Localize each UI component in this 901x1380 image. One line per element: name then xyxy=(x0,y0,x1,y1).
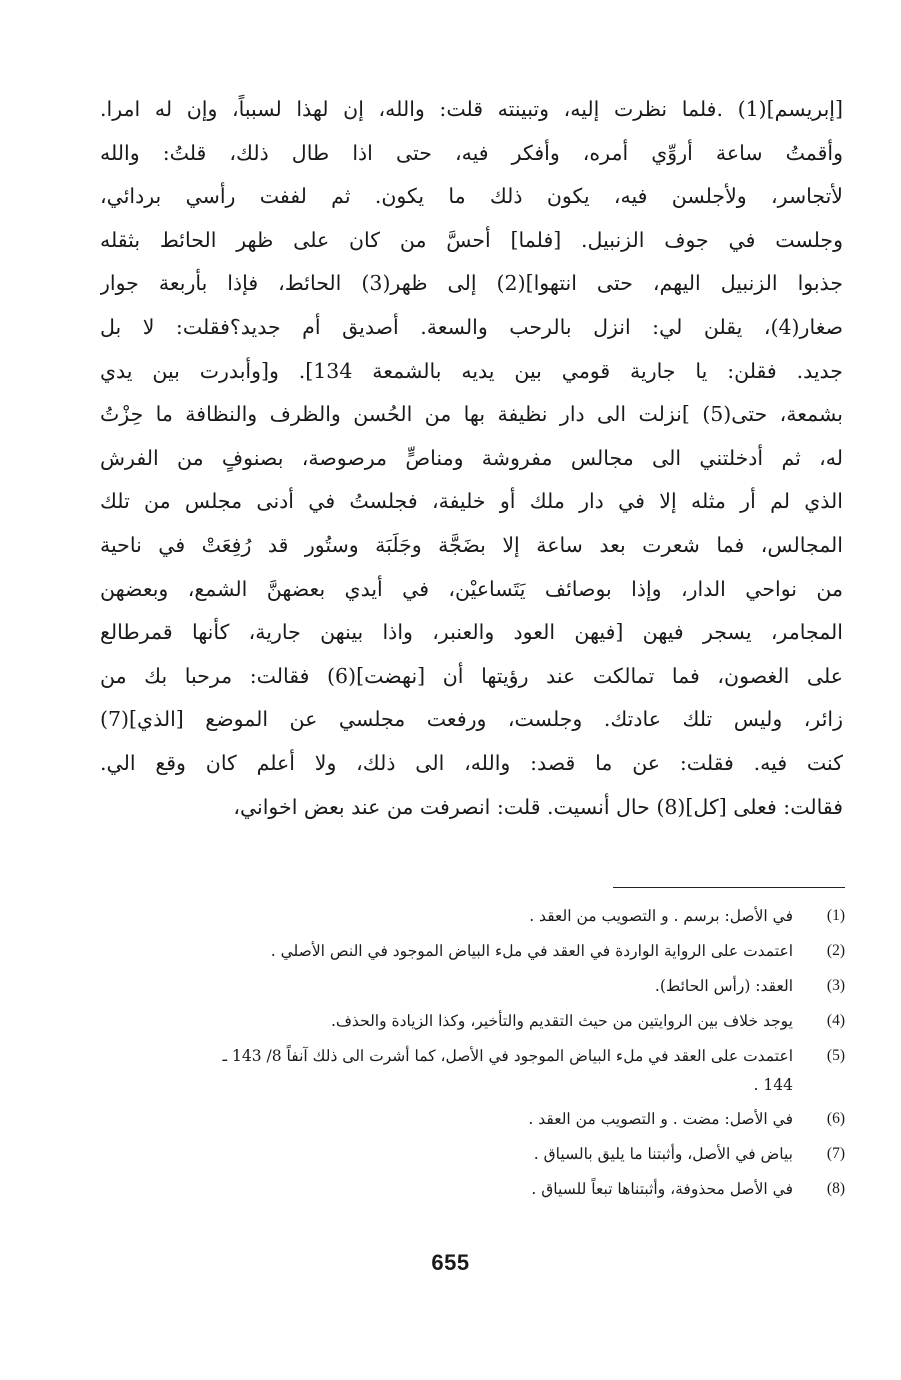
footnote-text: يوجد خلاف بين الروايتين من حيث التقديم والتأخير، وكذا الزيادة والحذف. xyxy=(330,1012,793,1030)
footnote-text: بياض في الأصل، وأثبتنا ما يليق بالسياق . xyxy=(533,1145,793,1163)
footnotes xyxy=(60,901,845,1209)
footnote xyxy=(60,936,845,966)
footnote-text-block xyxy=(60,1041,793,1099)
footnote xyxy=(60,971,845,1001)
text-line: كنت فيه. فقلت: عن ما قصد: والله، الى ذلك، ولا أعلم كان وقع الي. xyxy=(100,750,843,775)
footnote-text: العقد: (رأس الحائط). xyxy=(654,977,793,995)
footnote-number: (1) xyxy=(826,907,845,924)
footnote-number: (4) xyxy=(826,1012,845,1029)
text-line: وأقمتُ ساعة أروِّي أمره، وأفكر فيه، حتى اذا طال ذلك، قلتُ: والله xyxy=(100,140,843,165)
text-line: زائر، وليس تلك عادتك. وجلست، ورفعت مجلسي عن الموضع [الذي](7) xyxy=(100,707,843,732)
text-line: جذبوا الزنبيل اليهم، حتى انتهوا](2) إلى ظهر(3) الحائط، فإذا بأربعة جوار xyxy=(100,271,843,296)
footnote-text: في الأصل: مضت . و التصويب من العقد . xyxy=(528,1110,793,1128)
footnote xyxy=(60,1139,845,1169)
text-line: بشمعة، حتى(5) ]نزلت الى دار نظيفة بها من الحُسن والظرف والنظافة ما حِزْتُ xyxy=(100,402,843,427)
footnote xyxy=(60,901,845,931)
text-line: على الغصون، فما تمالكت عند رؤيتها أن [نهضت](6) فقالت: مرحبا بك من xyxy=(100,663,843,688)
footnote xyxy=(60,1041,845,1099)
text-line: جديد. فقلن: يا جارية قومي بين يديه بالشمعة 134]. و[وأبدرت بين يدي xyxy=(100,358,843,383)
text-line: فقالت: فعلى [كل](8) حال أنسيت. قلت: انصرفت من عند بعض اخواني، xyxy=(233,794,843,819)
footnote-text: اعتمدت على الرواية الواردة في العقد في ملء البياض الموجود في النص الأصلي . xyxy=(270,942,793,960)
text-line: من نواحي الدار، وإذا بوصائف يَتَساعيْن، في أيدي بعضهنَّ الشمع، وبعضهن xyxy=(100,576,843,601)
footnote-text: اعتمدت على العقد في ملء البياض الموجود في الأصل، كما أشرت الى ذلك آنفاً 8/ 143 ـ xyxy=(222,1047,793,1065)
text-line: [إبريسم](1) .فلما نظرت إليه، وتبينته قلت: والله، إن لهذا لسبباً، وإن له امرا. xyxy=(100,97,843,121)
footnote-number: (8) xyxy=(826,1180,845,1197)
footnote-number: (5) xyxy=(826,1047,845,1064)
footnote-separator xyxy=(613,887,845,888)
page-number: 655 xyxy=(431,1250,470,1275)
footnote-number: (2) xyxy=(826,942,845,959)
footnote-number: (7) xyxy=(826,1145,845,1162)
text-line: صغار(4)، يقلن لي: انزل بالرحب والسعة. أصديق أم جديد؟فقلت: لا بل xyxy=(100,314,843,339)
text-line: له، ثم أدخلتني الى مجالس مفروشة ومناصٍّ مرصوصة، بصنوفٍ من الفرش xyxy=(100,445,843,470)
text-line: وجلست في جوف الزنبيل. [فلما] أحسَّ من كان على ظهر الحائط بثقله xyxy=(100,227,843,252)
main-text-block xyxy=(100,88,843,829)
text-line: المجامر، يسجر فيهن [فيهن العود والعنبر، واذا بينهن جارية، كأنها قمرطالع xyxy=(100,620,843,645)
footnote-text-continuation: 144 . xyxy=(753,1076,793,1094)
footnote-text: في الأصل: برسم . و التصويب من العقد . xyxy=(529,907,793,925)
footnote-number: (6) xyxy=(826,1110,845,1127)
footnote xyxy=(60,1006,845,1036)
footnote xyxy=(60,1174,845,1204)
text-line: لأتجاسر، ولأجلسن فيه، يكون ذلك ما يكون. ثم لففت رأسي بردائي، xyxy=(100,184,843,209)
text-line: الذي لم أر مثله إلا في دار ملك أو خليفة، فجلستُ في أدنى مجلس من تلك xyxy=(100,489,843,514)
footnote-number: (3) xyxy=(826,977,845,994)
footnote-text: في الأصل محذوفة، وأثبتناها تبعاً للسياق . xyxy=(531,1180,793,1198)
footnote xyxy=(60,1104,845,1134)
text-line: المجالس، فما شعرت بعد ساعة إلا بضَجَّة وجَلَبَة وستُور قد رُفِعَتْ في ناحية xyxy=(100,532,843,557)
